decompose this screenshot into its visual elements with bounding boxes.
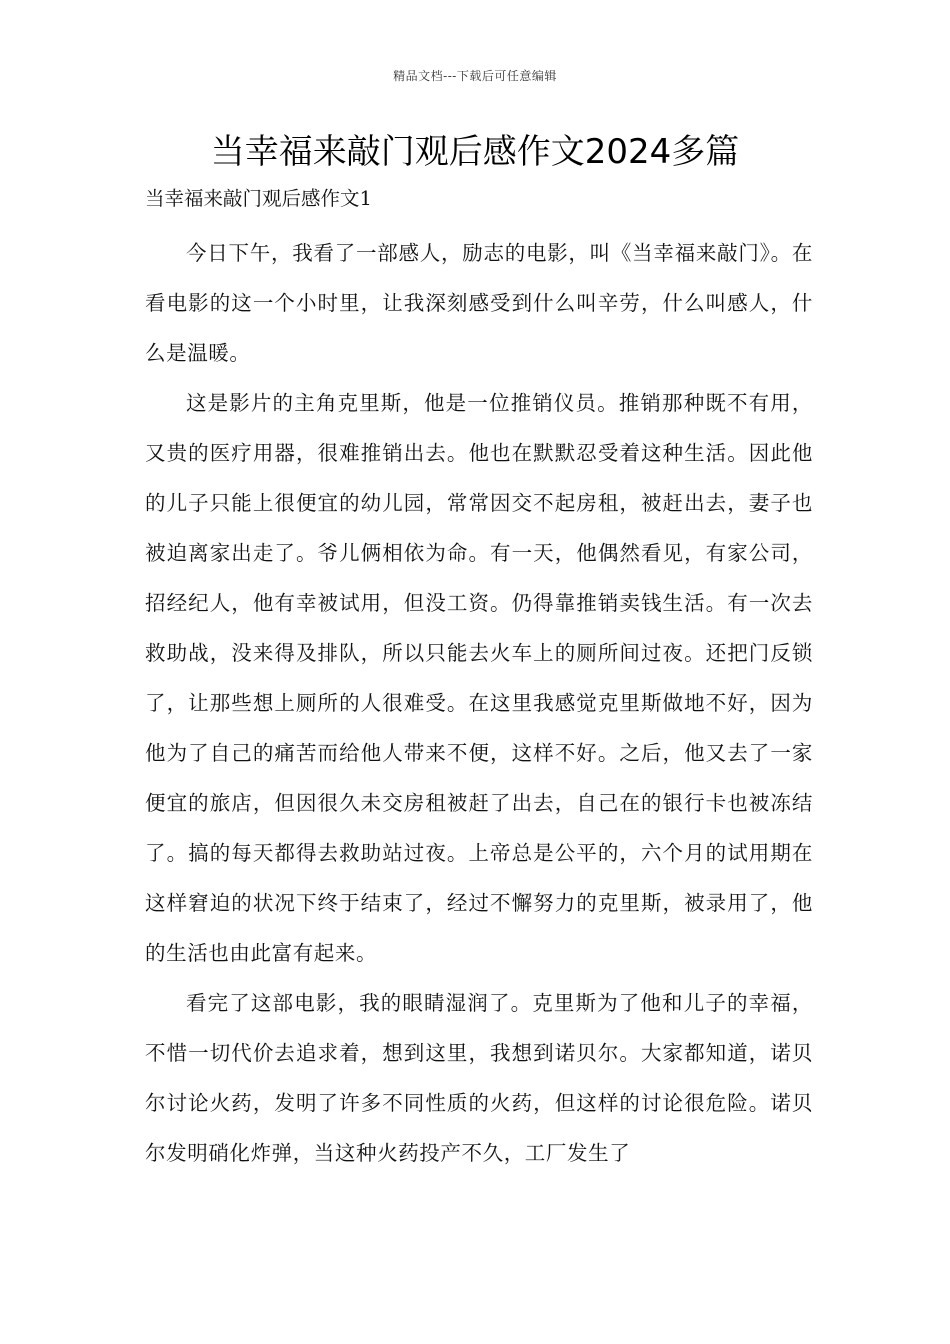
paragraph-3: 看完了这部电影，我的眼睛湿润了。克里斯为了他和儿子的幸福，不惜一切代价去追求着，想到这里，我想到诺贝尔。大家都知道，诺贝尔讨论火药，发明了许多不同性质的火药，但这样的讨论很危险。诺贝尔发明硝化炸弹，当这种火药投产不久，工厂发生了: [145, 991, 813, 1165]
document-title: 当幸福来敲门观后感作文2024多篇: [210, 132, 740, 172]
paragraph-1: 今日下午，我看了一部感人，励志的电影，叫《当幸福来敲门》。在看电影的这一个小时里，让我深刻感受到什么叫辛劳，什么叫感人，什么是温暖。: [145, 241, 813, 365]
header-note: 精品文档---下载后可任意编辑: [393, 69, 557, 83]
document-body: [145, 228, 813, 1178]
section-subtitle: 当幸福来敲门观后感作文1: [145, 187, 372, 210]
paragraph-2: 这是影片的主角克里斯，他是一位推销仪员。推销那种既不有用，又贵的医疗用器，很难推销出去。他也在默默忍受着这种生活。因此他的儿子只能上很便宜的幼儿园，常常因交不起房租，被赶出去，妻子也被迫离家出走了。爷儿俩相依为命。有一天，他偶然看见，有家公司，招经纪人，他有幸被试用，但没工资。仍得靠推销卖钱生活。有一次去救助战，没来得及排队，所以只能去火车上的厕所间过夜。还把门反锁了，让那些想上厕所的人很难受。在这里我感觉克里斯做地不好，因为他为了自己的痛苦而给他人带来不便，这样不好。之后，他又去了一家便宜的旅店，但因很久未交房租被赶了出去，自己在的银行卡也被冻结了。搞的每天都得去救助站过夜。上帝总是公平的，六个月的试用期在这样窘迫的状况下终于结束了，经过不懈努力的克里斯，被录用了，他的生活也由此富有起来。: [145, 391, 813, 965]
